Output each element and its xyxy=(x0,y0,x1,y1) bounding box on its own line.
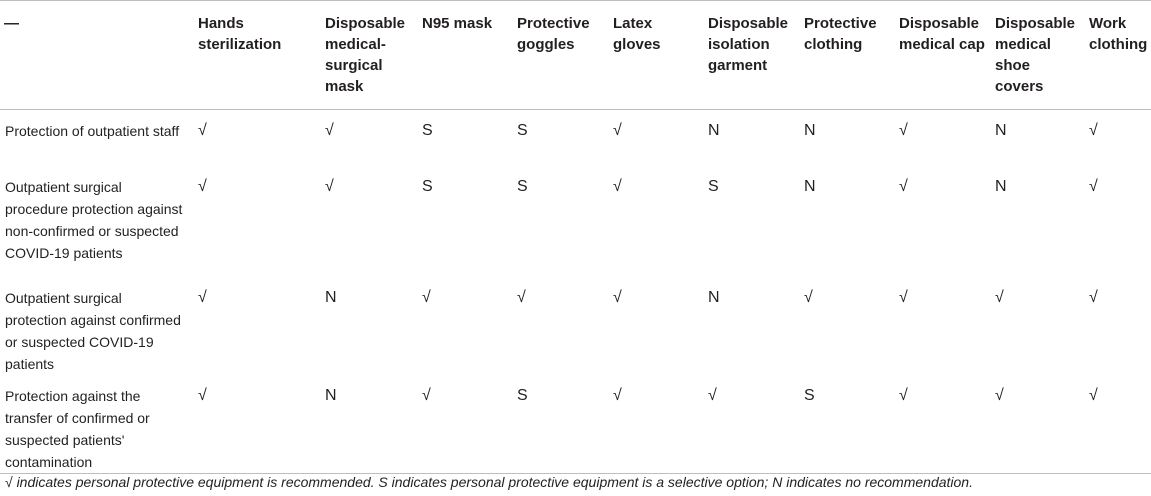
table-cell: N xyxy=(708,122,720,139)
column-header-protective-clothing: Protective clothing xyxy=(800,1,895,110)
table-cell: √ xyxy=(198,288,207,306)
table-cell: S xyxy=(422,122,433,139)
table-cell: √ xyxy=(194,375,321,474)
table-cell: √ xyxy=(517,288,526,306)
table-cell: √ xyxy=(995,288,1004,306)
table-cell: √ xyxy=(422,288,431,306)
table-header xyxy=(0,1,1151,110)
table-cell: √ xyxy=(1089,122,1098,139)
table-cell: N xyxy=(804,177,816,195)
table-cell: S xyxy=(422,177,433,195)
table-cell: N xyxy=(995,177,1007,195)
table-cell: N xyxy=(804,122,816,139)
table-cell: N xyxy=(325,288,337,306)
column-header-latex-gloves: Latex gloves xyxy=(609,1,704,110)
column-header-isolation-garment: Disposable isolation garment xyxy=(704,1,800,110)
table-cell: √ xyxy=(198,177,207,195)
table-cell: √ xyxy=(1085,375,1151,474)
table-cell: √ xyxy=(613,177,622,195)
table-cell: √ xyxy=(325,177,334,195)
table-footnote: √ indicates personal protective equipment is recommended. S indicates personal protective equipment is a selective option; N indicates no recommendation. xyxy=(5,474,973,490)
table-cell: √ xyxy=(899,122,908,139)
row-label: Outpatient surgical protection against confirmed or suspected COVID-19 patients xyxy=(5,289,181,372)
column-header-work-clothing: Work clothing xyxy=(1085,1,1151,110)
column-header-shoe-covers: Disposable medical shoe covers xyxy=(991,1,1085,110)
table-cell: N xyxy=(321,375,418,474)
table-cell: S xyxy=(517,122,528,139)
table-cell: S xyxy=(513,375,609,474)
table-cell: √ xyxy=(895,375,991,474)
column-header-row-label: — xyxy=(0,1,194,110)
table-cell: √ xyxy=(1089,288,1098,306)
table-cell: √ xyxy=(899,177,908,195)
table-cell: √ xyxy=(613,122,622,139)
table-body xyxy=(0,110,1151,474)
row-label: Protection of outpatient staff xyxy=(5,123,180,139)
table-cell: S xyxy=(517,177,528,195)
table-cell: √ xyxy=(804,288,813,306)
column-header-surgical-mask: Disposable medical-surgical mask xyxy=(321,1,418,110)
table-cell: √ xyxy=(198,122,207,139)
row-label: Outpatient surgical procedure protection against non-confirmed or suspected COVID-19 patients xyxy=(5,178,183,261)
table-row xyxy=(0,277,1151,375)
table-cell: S xyxy=(800,375,895,474)
header-row xyxy=(0,1,1151,110)
column-header-n95-mask: N95 mask xyxy=(418,1,513,110)
table-row xyxy=(0,166,1151,277)
table-cell: N xyxy=(995,122,1007,139)
table-row xyxy=(0,110,1151,166)
table-cell: √ xyxy=(613,288,622,306)
table-cell: √ xyxy=(418,375,513,474)
table-cell: N xyxy=(708,288,720,306)
table-cell: S xyxy=(708,177,719,195)
table-cell: √ xyxy=(704,375,800,474)
column-header-medical-cap: Disposable medical cap xyxy=(895,1,991,110)
row-label: Protection against the transfer of confirmed or suspected patients' contamination xyxy=(0,375,194,474)
table-cell: √ xyxy=(1089,177,1098,195)
table-row xyxy=(0,375,1151,474)
table-cell: √ xyxy=(325,122,334,139)
column-header-hands-sterilization: Hands sterilization xyxy=(194,1,321,110)
table-cell: √ xyxy=(609,375,704,474)
table-cell: √ xyxy=(899,288,908,306)
column-header-protective-goggles: Protective goggles xyxy=(513,1,609,110)
table-cell: √ xyxy=(991,375,1085,474)
